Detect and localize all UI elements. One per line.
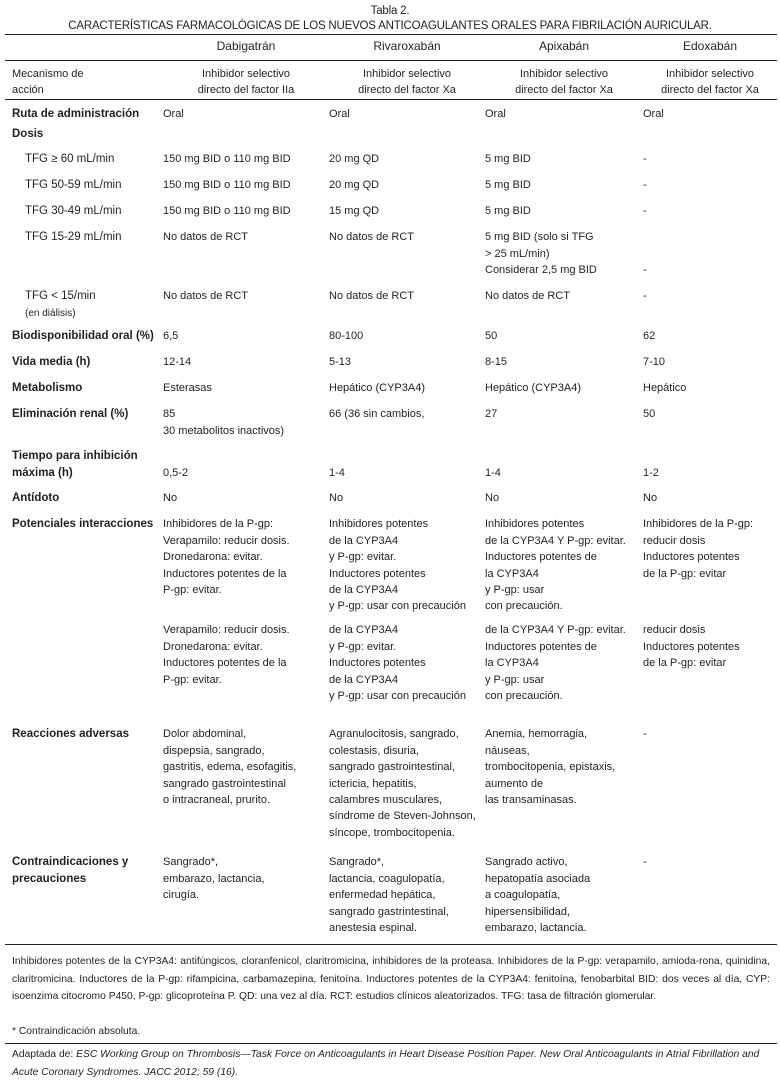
cell: 1-2	[643, 466, 659, 479]
cell: 150 mg BID o 110 mg BID	[163, 205, 291, 218]
cell: -	[643, 728, 647, 741]
cell: Inhibidor selectivo directo del factor Xa	[329, 61, 485, 100]
drug-comparison-table	[5, 36, 777, 944]
table-row	[5, 406, 777, 448]
row-label	[5, 288, 163, 328]
table-row	[5, 328, 777, 354]
row-label: Metabolismo	[12, 382, 83, 395]
cell: Inhibidores de la P-gp: Verapamilo: reducir dosis. Dronedarona: evitar. Inductores potentes de la P-gp: evitar.	[163, 518, 290, 596]
cell: de la CYP3A4 Y P-gp: evitar. Inductores potentes de la CYP3A4 y P-gp: usar con precaución.	[485, 624, 626, 702]
cell: Agranulocitosis, sangrado, colestasis, disuria, sangrado gastrointestinal, ictericia, hepatitis, calambres musculares, síndrome de Steven-Johnson, síncope, trombocitopenia.	[329, 728, 476, 839]
cell: Inhibidor selectivo directo del factor IIa	[163, 61, 329, 100]
col-rivaroxaban: Rivaroxabán	[329, 36, 485, 61]
cell: No datos de RCT	[163, 231, 248, 244]
cell: No datos de RCT	[485, 290, 570, 303]
top-rule	[5, 34, 777, 35]
table-row	[5, 448, 777, 490]
table-number: Tabla 2.	[370, 5, 410, 17]
cell: 15 mg QD	[329, 205, 380, 218]
cell: No datos de RCT	[329, 290, 414, 303]
cell: Inhibidores potentes de la CYP3A4 Y P-gp: evitar. Inductores potentes de la CYP3A4 y P-gp: usar con precaución.	[485, 518, 626, 613]
cell: 5 mg BID	[485, 179, 531, 192]
cell: Sangrado*, embarazo, lactancia, cirugía.	[163, 856, 265, 902]
table-row	[5, 61, 777, 100]
table-row	[5, 151, 777, 177]
row-label: TFG 50-59 mL/min	[25, 179, 122, 192]
cell: Inhibidores potentes de la CYP3A4 y P-gp: evitar. Inductores potentes de la CYP3A4 y P-gp: usar con precaución	[329, 518, 466, 613]
cell: -	[643, 205, 647, 218]
cell: Verapamilo: reducir dosis. Dronedarona: evitar. Inductores potentes de la P-gp: evitar.	[163, 624, 290, 686]
cell: 12-14	[163, 356, 192, 369]
cell: Sangrado*, lactancia, coagulopatía, enfermedad hepática, sangrado gastrintestinal, anestesia espinal.	[329, 856, 449, 934]
row-label-note: (en diálisis)	[25, 307, 76, 319]
cell: Inhibidor selectivo directo del factor Xa	[643, 61, 777, 100]
table-row	[5, 126, 777, 151]
footnote: Inhibidores potentes de la CYP3A4: antifúngicos, cloranfenicol, claritromicina, inhibidores de la proteasa. Inhibidores de la P-gp: verapamilo, amioda-rona, quinidina, claritromicina. Inductores de la P-gp: rifampicina, carbamazepina, fenitoína. Inductores potentes de la CYP3A4: fenitoína, fenobarbital BID: dos veces al día, CYP: isoenzima citocromo P450, P-gp: glicoproteína P. QD: una vez al día. RCT: estudios clínicos aleatorizados. TFG: tasa de filtración glomerular.	[12, 956, 770, 1003]
row-label: Contraindicaciones y precauciones	[12, 856, 129, 885]
row-label: Biodisponibilidad oral (%)	[12, 330, 154, 343]
cell: 20 mg QD	[329, 179, 380, 192]
cell: Oral	[485, 107, 506, 120]
cell: 5 mg BID (solo si TFG > 25 mL/min) Considerar 2,5 mg BID	[485, 231, 597, 277]
table-row	[5, 99, 777, 126]
cell: Anemia, hemorragia, náuseas, trombocitopenia, epistaxis, aumento de las transaminasas.	[485, 728, 616, 806]
col-dabigatran: Dabigatrán	[163, 36, 329, 61]
cell: No datos de RCT	[329, 231, 414, 244]
cell: Esterasas	[163, 382, 212, 395]
row-label: TFG 30-49 mL/min	[25, 205, 122, 218]
cell: No	[329, 492, 344, 505]
cell: -	[643, 290, 647, 303]
cell: No datos de RCT	[163, 290, 248, 303]
row-label: Antídoto	[12, 492, 60, 505]
row-label: Mecanismo de acción	[5, 61, 163, 100]
cell: 62	[643, 330, 656, 343]
table-row	[5, 516, 777, 622]
footnote-asterisk: * Contraindicación absoluta.	[12, 1026, 141, 1037]
cell: 5-13	[329, 356, 352, 369]
cell: 150 mg BID o 110 mg BID	[163, 179, 291, 192]
cell: -	[643, 856, 647, 869]
citation	[12, 1046, 770, 1081]
cell: 0,5-2	[163, 466, 189, 479]
cell: 5 mg BID	[485, 205, 531, 218]
cell: -	[643, 179, 647, 192]
row-label: Vida media (h)	[12, 356, 91, 369]
table-row	[5, 622, 777, 726]
cell: Hepático (CYP3A4)	[485, 382, 581, 395]
row-label: Tiempo para inhibición máxima (h)	[12, 450, 138, 479]
row-label: Dosis	[12, 128, 44, 141]
cell: Inhibidores de la P-gp: reducir dosis Inductores potentes de la P-gp: evitar	[643, 518, 754, 580]
cell: 85 30 metabolitos inactivos)	[163, 408, 285, 437]
table-row	[5, 288, 777, 328]
cell: 20 mg QD	[329, 153, 380, 166]
cell: 150 mg BID o 110 mg BID	[163, 153, 291, 166]
cell: Sangrado activo, hepatopatía asociada a coagulopatía, hipersensibilidad, embarazo, lactancia.	[485, 856, 591, 934]
cell: Hepático (CYP3A4)	[329, 382, 425, 395]
table-row	[5, 380, 777, 406]
cell: 1-4	[329, 466, 345, 479]
table-row	[5, 726, 777, 854]
citation-prefix: Adaptada de:	[12, 1049, 77, 1060]
table-row	[5, 490, 777, 516]
row-label: Reacciones adversas	[12, 728, 129, 741]
cell: 8-15	[485, 356, 508, 369]
footnote-rule	[5, 944, 777, 945]
row-label: Eliminación renal (%)	[12, 408, 129, 421]
table-row	[5, 203, 777, 229]
cell: Dolor abdominal, dispepsia, sangrado, gastritis, edema, esofagitis, sangrado gastrointestinal o intracraneal, prurito.	[163, 728, 297, 806]
table-title: CARACTERÍSTICAS FARMACOLÓGICAS DE LOS NUEVOS ANTICOAGULANTES ORALES PARA FIBRILACIÓN AURICULAR.	[68, 20, 712, 32]
cell: Oral	[643, 107, 664, 120]
cell: 1-4	[485, 466, 501, 479]
col-apixaban: Apixabán	[485, 36, 643, 61]
cell: reducir dosis Inductores potentes de la P-gp: evitar	[643, 624, 740, 670]
table-row	[5, 229, 777, 288]
row-label: TFG ≥ 60 mL/min	[25, 153, 115, 166]
cell: 50	[643, 408, 656, 421]
table-row	[5, 177, 777, 203]
cell: 6,5	[163, 330, 179, 343]
citation-body: ESC Working Group on Thrombosis—Task Force on Anticoagulants in Heart Disease Position Paper. New Oral Anticoagulants in Atrial Fibrillation and Acute Coronary Syndromes. JACC 2012; 59 (16).	[12, 1049, 760, 1078]
row-label: Potenciales interacciones	[12, 518, 154, 531]
cell: 5 mg BID	[485, 153, 531, 166]
row-label: Ruta de administración	[12, 107, 140, 120]
cell: No	[643, 492, 658, 505]
cell: 7-10	[643, 356, 666, 369]
cell: No	[163, 492, 178, 505]
cell: Oral	[329, 107, 350, 120]
citation-rule	[5, 1043, 777, 1044]
row-label	[5, 622, 163, 726]
cell: de la CYP3A4 y P-gp: evitar. Inductores potentes de la CYP3A4 y P-gp: usar con precaución	[329, 624, 466, 702]
cell: Inhibidor selectivo directo del factor Xa	[485, 61, 643, 100]
cell: Hepático	[643, 382, 687, 395]
cell: 80-100	[329, 330, 364, 343]
table-row	[5, 354, 777, 380]
column-headers	[5, 36, 777, 61]
cell: 66 (36 sin cambios,	[329, 408, 425, 421]
cell: -	[643, 153, 647, 166]
cell: Oral	[163, 107, 184, 120]
cell: 27	[485, 408, 498, 421]
cell: No	[485, 492, 500, 505]
col-edoxaban: Edoxabán	[643, 36, 777, 61]
row-label: TFG 15-29 mL/min	[25, 231, 122, 244]
cell: 50	[485, 330, 498, 343]
row-label-text: TFG < 15/min	[25, 290, 96, 303]
table-row	[5, 854, 777, 944]
cell: -	[643, 264, 647, 277]
